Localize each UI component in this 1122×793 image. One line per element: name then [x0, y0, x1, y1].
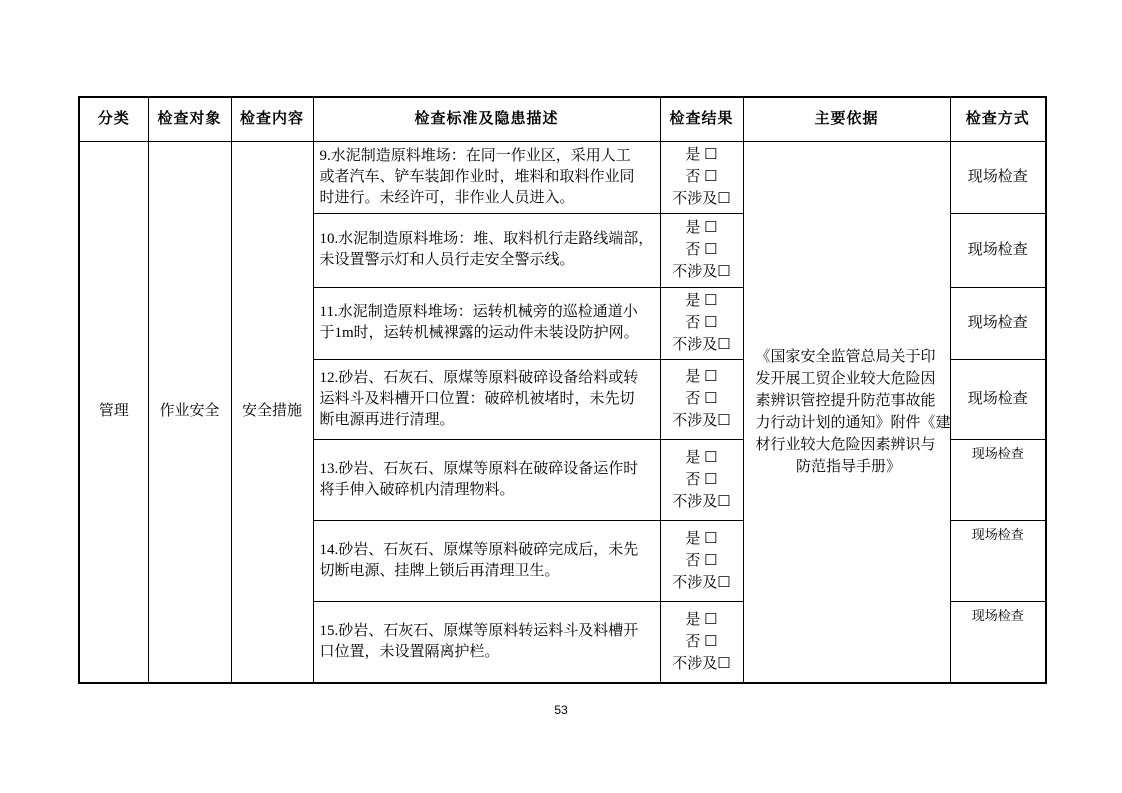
result-no-checkbox[interactable]: 否 ☐ — [685, 633, 718, 650]
standard-cell — [313, 287, 660, 359]
result-na-checkbox[interactable]: 不涉及☐ — [672, 191, 731, 207]
standard-line: 未设置警示灯和人员行走安全警示线。 — [319, 252, 575, 268]
result-na-checkbox[interactable]: 不涉及☐ — [672, 574, 731, 591]
method-cell: 现场检查 — [950, 359, 1046, 439]
result-no-checkbox[interactable]: 否 ☐ — [685, 552, 718, 569]
standard-line: 12.砂岩、石灰石、原煤等原料破碎设备给料或转 — [319, 369, 639, 386]
standard-line: 切断电源、挂牌上锁后再清理卫生。 — [319, 562, 560, 579]
standard-line: 时进行。未经许可，非作业人员进入。 — [319, 189, 575, 206]
result-na-checkbox[interactable]: 不涉及☐ — [672, 264, 731, 280]
result-yes-checkbox[interactable]: 是 ☐ — [685, 369, 718, 385]
standard-line: 运料斗及料槽开口位置：破碎机被堵时，未先切 — [319, 390, 635, 407]
result-no-checkbox[interactable]: 否 ☐ — [685, 471, 718, 488]
method-cell: 现场检查 — [950, 439, 1046, 520]
standard-cell — [313, 141, 660, 213]
page-number: 53 — [554, 703, 568, 717]
basis-line: 力行动计划的通知》附件《建 — [755, 414, 951, 431]
standard-line: 9.水泥制造原料堆场：在同一作业区，采用人工 — [319, 147, 631, 164]
standard-line: 15.砂岩、石灰石、原煤等原料转运料斗及料槽开 — [319, 622, 639, 639]
header-method: 检查方式 — [950, 97, 1046, 141]
inspection-table — [78, 96, 1047, 684]
standard-cell — [313, 213, 660, 287]
header-object: 检查对象 — [148, 97, 231, 141]
result-yes-checkbox[interactable]: 是 ☐ — [685, 530, 718, 547]
category-cell: 管理 — [79, 141, 148, 683]
standard-line: 口位置，未设置隔离护栏。 — [319, 643, 500, 660]
header-category: 分类 — [79, 97, 148, 141]
standard-line: 将手伸入破碎机内清理物料。 — [319, 481, 515, 498]
content-cell: 安全措施 — [231, 141, 313, 683]
result-cell — [660, 439, 743, 520]
standard-line: 断电源再进行清理。 — [319, 411, 455, 428]
header-standard: 检查标准及隐患描述 — [313, 97, 660, 141]
result-na-checkbox[interactable]: 不涉及☐ — [672, 413, 731, 429]
standard-cell — [313, 601, 660, 683]
standard-line: 10.水泥制造原料堆场：堆、取料机行走路线端部， — [319, 231, 654, 247]
result-no-checkbox[interactable]: 否 ☐ — [685, 315, 718, 331]
standard-cell — [313, 439, 660, 520]
result-cell — [660, 141, 743, 213]
result-yes-checkbox[interactable]: 是 ☐ — [685, 220, 718, 236]
result-no-checkbox[interactable]: 否 ☐ — [685, 242, 718, 258]
standard-line: 14.砂岩、石灰石、原煤等原料破碎完成后，未先 — [319, 541, 639, 558]
method-cell: 现场检查 — [950, 213, 1046, 287]
result-cell — [660, 520, 743, 601]
result-yes-checkbox[interactable]: 是 ☐ — [685, 293, 718, 309]
header-basis: 主要依据 — [743, 97, 950, 141]
basis-line: 素辨识管控提升防范事故能 — [755, 392, 936, 409]
header-row — [79, 97, 1046, 141]
result-yes-checkbox[interactable]: 是 ☐ — [685, 449, 718, 466]
basis-line: 发开展工贸企业较大危险因 — [755, 370, 936, 387]
basis-line: 防范指导手册》 — [795, 458, 901, 475]
result-cell — [660, 287, 743, 359]
result-cell — [660, 359, 743, 439]
result-no-checkbox[interactable]: 否 ☐ — [685, 169, 718, 185]
object-cell: 作业安全 — [148, 141, 231, 683]
header-result: 检查结果 — [660, 97, 743, 141]
basis-cell — [743, 141, 950, 683]
table-row — [79, 141, 1046, 213]
method-cell: 现场检查 — [950, 287, 1046, 359]
method-cell: 现场检查 — [950, 601, 1046, 683]
result-na-checkbox[interactable]: 不涉及☐ — [672, 337, 731, 353]
basis-line: 材行业较大危险因素辨识与 — [755, 436, 936, 453]
result-no-checkbox[interactable]: 否 ☐ — [685, 391, 718, 407]
result-cell — [660, 213, 743, 287]
result-na-checkbox[interactable]: 不涉及☐ — [672, 493, 731, 510]
standard-line: 13.砂岩、石灰石、原煤等原料在破碎设备运作时 — [319, 460, 639, 477]
standard-cell — [313, 520, 660, 601]
result-na-checkbox[interactable]: 不涉及☐ — [672, 655, 731, 672]
result-yes-checkbox[interactable]: 是 ☐ — [685, 611, 718, 628]
result-cell — [660, 601, 743, 683]
basis-line: 《国家安全监管总局关于印 — [755, 348, 936, 365]
result-yes-checkbox[interactable]: 是 ☐ — [685, 147, 718, 163]
standard-line: 11.水泥制造原料堆场：运转机械旁的巡检通道小 — [319, 304, 638, 320]
standard-line: 于1m时，运转机械裸露的运动件未装设防护网。 — [319, 325, 639, 341]
header-content: 检查内容 — [231, 97, 313, 141]
standard-line: 或者汽车、铲车装卸作业时，堆料和取料作业同 — [319, 168, 635, 185]
method-cell: 现场检查 — [950, 141, 1046, 213]
standard-cell — [313, 359, 660, 439]
method-cell: 现场检查 — [950, 520, 1046, 601]
